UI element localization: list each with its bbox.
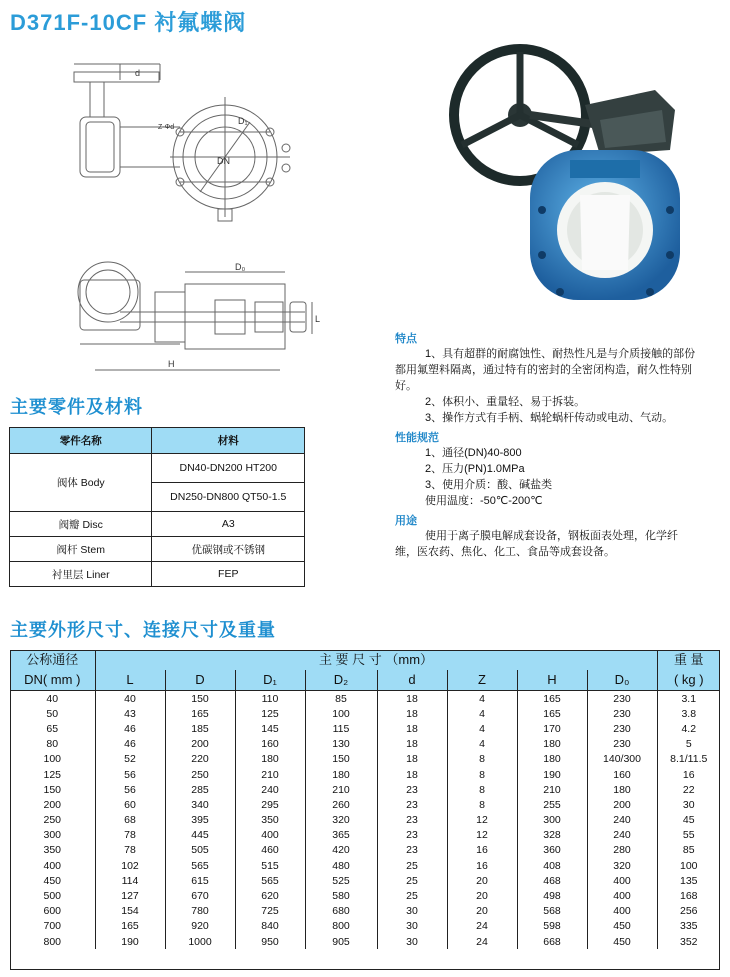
table-cell: 100 [657, 858, 720, 873]
table-cell: 525 [305, 873, 377, 888]
table-cell: 50 [46, 707, 59, 720]
page-title: D371F-10CF 衬氟蝶阀 [10, 10, 247, 35]
table-cell: 920 [165, 919, 235, 934]
table-cell: 460 [235, 843, 305, 858]
parts-row-material: 优碳钢或不锈钢 [152, 537, 305, 562]
table-cell: 180 [305, 767, 377, 782]
table-cell: 45 [657, 813, 720, 828]
table-cell: 160 [587, 767, 657, 782]
table-cell: 18 [377, 767, 447, 782]
table-cell: 165 [517, 691, 587, 707]
table-cell: 400 [235, 828, 305, 843]
table-row [10, 737, 720, 752]
parts-body-material-2: DN250-DN800 QT50-1.5 [152, 483, 305, 512]
table-cell: 210 [305, 782, 377, 797]
table-cell: 505 [165, 843, 235, 858]
table-cell: 150 [165, 691, 235, 707]
dims-table [10, 650, 720, 949]
table-cell: 905 [305, 934, 377, 949]
table-cell: 18 [377, 691, 447, 707]
specs-item: 使用温度：-50℃-200℃ [425, 495, 543, 507]
table-cell: 365 [305, 828, 377, 843]
parts-row-name: 阀杆 Stem [10, 537, 152, 562]
table-cell: 445 [165, 828, 235, 843]
dims-header-main: 主 要 尺 寸 （mm） [95, 650, 657, 670]
table-cell: 190 [517, 767, 587, 782]
table-cell: 800 [305, 919, 377, 934]
dims-col-header: D [165, 670, 235, 691]
table-cell: 320 [305, 813, 377, 828]
drawing-label-d1: D₁ [238, 116, 248, 126]
table-cell: 185 [165, 721, 235, 736]
usage-heading: 用途 [395, 515, 417, 527]
table-cell: 340 [165, 797, 235, 812]
table-cell: 300 [517, 813, 587, 828]
table-cell: 4 [447, 721, 517, 736]
table-cell: 8.1/11.5 [657, 752, 720, 767]
technical-drawing [60, 52, 345, 382]
table-cell: 352 [657, 934, 720, 949]
table-cell: 23 [377, 828, 447, 843]
table-cell: 46 [95, 721, 165, 736]
specs-item: 2、压力(PN)1.0MPa [425, 463, 525, 475]
parts-header-name: 零件名称 [10, 428, 152, 454]
specs-heading: 性能规范 [395, 432, 439, 444]
table-cell: 350 [235, 813, 305, 828]
table-cell: 840 [235, 919, 305, 934]
table-cell: 300 [43, 829, 62, 842]
table-cell: 200 [587, 797, 657, 812]
table-cell: 500 [43, 890, 62, 903]
table-cell: 25 [377, 858, 447, 873]
table-cell: 780 [165, 904, 235, 919]
table-cell: 165 [95, 919, 165, 934]
table-row [10, 888, 720, 903]
table-cell: 450 [587, 934, 657, 949]
drawing-label-d0: D₀ [235, 262, 246, 272]
table-cell: 3.1 [657, 691, 720, 707]
table-row [10, 706, 720, 721]
table-cell: 60 [95, 797, 165, 812]
table-cell: 8 [447, 782, 517, 797]
usage-item: 使用于离子膜电解成套设备，钢板面表处理，化学纤 [425, 530, 678, 542]
table-row [10, 752, 720, 767]
table-cell: 800 [43, 935, 62, 948]
drawing-label-dn: DN [217, 156, 230, 166]
table-cell: 20 [447, 873, 517, 888]
table-cell: 12 [447, 813, 517, 828]
table-cell: 40 [95, 691, 165, 707]
table-cell: 620 [235, 888, 305, 903]
table-cell: 360 [517, 843, 587, 858]
table-cell: 46 [95, 737, 165, 752]
parts-row-material: FEP [152, 562, 305, 587]
table-cell: 55 [657, 828, 720, 843]
table-cell: 56 [95, 782, 165, 797]
table-cell: 498 [517, 888, 587, 903]
table-cell: 950 [235, 934, 305, 949]
table-cell: 85 [657, 843, 720, 858]
table-row [10, 782, 720, 797]
table-cell: 400 [587, 904, 657, 919]
table-cell: 102 [95, 858, 165, 873]
parts-table [9, 427, 305, 587]
table-cell: 680 [305, 904, 377, 919]
table-cell: 150 [305, 752, 377, 767]
table-cell: 450 [587, 919, 657, 934]
table-cell: 240 [587, 828, 657, 843]
parts-row-name: 阀瓣 Disc [10, 512, 152, 537]
table-cell: 250 [43, 814, 62, 827]
table-cell: 78 [95, 828, 165, 843]
dims-header-dn: 公称通径 [10, 650, 95, 670]
table-cell: 668 [517, 934, 587, 949]
table-cell: 145 [235, 721, 305, 736]
valve-photo [440, 30, 710, 305]
table-cell: 18 [377, 706, 447, 721]
features-item: 都用氟塑料隔离，通过特有的密封的全密闭构造，耐久性特别 [395, 364, 692, 376]
dims-col-header: L [95, 670, 165, 691]
table-cell: 190 [95, 934, 165, 949]
table-cell: 24 [447, 919, 517, 934]
table-cell: 320 [587, 858, 657, 873]
table-cell: 154 [95, 904, 165, 919]
table-cell: 230 [587, 706, 657, 721]
table-cell: 125 [235, 706, 305, 721]
table-row [10, 843, 720, 858]
table-cell: 100 [305, 706, 377, 721]
table-cell: 480 [305, 858, 377, 873]
table-cell: 110 [235, 691, 305, 707]
dims-header-dn-unit: DN( mm ) [10, 670, 95, 691]
table-cell: 127 [95, 888, 165, 903]
drawing-label-d: d [135, 68, 141, 78]
table-cell: 18 [377, 737, 447, 752]
table-cell: 16 [657, 767, 720, 782]
table-cell: 408 [517, 858, 587, 873]
table-cell: 580 [305, 888, 377, 903]
table-cell: 615 [165, 873, 235, 888]
dims-header-weight: 重 量 [657, 650, 720, 670]
features-item: 2、体积小、重量轻、易于拆装。 [425, 396, 586, 408]
table-cell: 180 [517, 737, 587, 752]
drawing-label-h: H [168, 359, 175, 369]
features-item: 1、具有超群的耐腐蚀性、耐热性凡是与介质接触的部份 [425, 348, 696, 360]
table-cell: 135 [657, 873, 720, 888]
table-cell: 700 [43, 920, 62, 933]
table-cell: 280 [587, 843, 657, 858]
table-cell: 350 [43, 844, 62, 857]
dims-header-weight-unit: ( kg ) [657, 670, 720, 691]
table-cell: 165 [517, 706, 587, 721]
table-cell: 40 [46, 692, 59, 705]
table-cell: 400 [43, 859, 62, 872]
features-item: 3、操作方式有手柄、蜗轮蜗杆传动或电动、气动。 [425, 412, 674, 424]
table-row [10, 934, 720, 949]
table-cell: 12 [447, 828, 517, 843]
table-cell: 4 [447, 706, 517, 721]
drawing-label-zd: Z-Φd [158, 124, 175, 131]
table-cell: 16 [447, 858, 517, 873]
table-cell: 30 [377, 919, 447, 934]
table-cell: 4 [447, 691, 517, 707]
table-row [10, 813, 720, 828]
table-cell: 160 [235, 737, 305, 752]
table-cell: 150 [43, 783, 62, 796]
table-cell: 400 [587, 873, 657, 888]
table-cell: 220 [165, 752, 235, 767]
table-cell: 18 [377, 752, 447, 767]
table-row [10, 767, 720, 782]
table-cell: 8 [447, 767, 517, 782]
table-cell: 16 [447, 843, 517, 858]
table-cell: 256 [657, 904, 720, 919]
features-block [395, 330, 725, 560]
features-heading: 特点 [395, 333, 417, 345]
dims-section-title: 主要外形尺寸、连接尺寸及重量 [10, 620, 276, 640]
table-cell: 1000 [165, 934, 235, 949]
parts-header-material: 材料 [152, 428, 305, 454]
table-cell: 210 [517, 782, 587, 797]
table-row [10, 904, 720, 919]
table-row [10, 797, 720, 812]
table-cell: 568 [517, 904, 587, 919]
table-cell: 240 [587, 813, 657, 828]
table-cell: 23 [377, 843, 447, 858]
table-cell: 115 [305, 721, 377, 736]
dims-table-body [10, 691, 720, 950]
table-cell: 24 [447, 934, 517, 949]
table-cell: 230 [587, 737, 657, 752]
parts-section-title: 主要零件及材料 [10, 397, 143, 417]
table-cell: 395 [165, 813, 235, 828]
table-cell: 515 [235, 858, 305, 873]
table-cell: 170 [517, 721, 587, 736]
table-cell: 5 [657, 737, 720, 752]
table-cell: 295 [235, 797, 305, 812]
table-cell: 468 [517, 873, 587, 888]
table-cell: 598 [517, 919, 587, 934]
table-cell: 328 [517, 828, 587, 843]
table-cell: 250 [165, 767, 235, 782]
table-cell: 23 [377, 797, 447, 812]
table-row [10, 873, 720, 888]
table-cell: 420 [305, 843, 377, 858]
features-item: 好。 [395, 380, 417, 392]
table-cell: 565 [165, 858, 235, 873]
table-cell: 43 [95, 706, 165, 721]
table-cell: 20 [447, 888, 517, 903]
table-cell: 23 [377, 782, 447, 797]
table-cell: 80 [46, 738, 59, 751]
table-cell: 285 [165, 782, 235, 797]
table-cell: 180 [587, 782, 657, 797]
table-cell: 200 [165, 737, 235, 752]
table-cell: 450 [43, 874, 62, 887]
dims-col-header: D₁ [235, 670, 305, 691]
table-cell: 25 [377, 888, 447, 903]
table-cell: 200 [43, 798, 62, 811]
table-row [10, 858, 720, 873]
parts-body-name: 阀体 Body [10, 454, 152, 512]
table-cell: 25 [377, 873, 447, 888]
table-cell: 125 [43, 768, 62, 781]
specs-item: 1、通径(DN)40-800 [425, 447, 522, 459]
table-cell: 230 [587, 691, 657, 707]
table-cell: 670 [165, 888, 235, 903]
table-row [10, 691, 720, 707]
table-row [10, 828, 720, 843]
table-cell: 56 [95, 767, 165, 782]
table-row [10, 919, 720, 934]
table-cell: 4 [447, 737, 517, 752]
specs-item: 3、使用介质：酸、碱盐类 [425, 479, 553, 491]
drawing-label-l: L [315, 314, 321, 324]
dims-col-header: D₀ [587, 670, 657, 691]
dims-col-header: d [377, 670, 447, 691]
table-cell: 78 [95, 843, 165, 858]
table-cell: 4.2 [657, 721, 720, 736]
table-cell: 180 [235, 752, 305, 767]
parts-body-material-1: DN40-DN200 HT200 [152, 454, 305, 483]
table-cell: 565 [235, 873, 305, 888]
table-cell: 114 [95, 873, 165, 888]
table-cell: 18 [377, 721, 447, 736]
table-cell: 168 [657, 888, 720, 903]
table-cell: 65 [46, 722, 59, 735]
table-cell: 400 [587, 888, 657, 903]
table-cell: 23 [377, 813, 447, 828]
table-cell: 165 [165, 706, 235, 721]
table-cell: 68 [95, 813, 165, 828]
usage-item: 维，医农药、焦化、化工、食品等成套设备。 [395, 546, 615, 558]
table-cell: 230 [587, 721, 657, 736]
table-cell: 260 [305, 797, 377, 812]
table-row [10, 721, 720, 736]
table-cell: 30 [657, 797, 720, 812]
table-cell: 85 [305, 691, 377, 707]
table-cell: 30 [377, 934, 447, 949]
table-cell: 255 [517, 797, 587, 812]
dims-col-header: H [517, 670, 587, 691]
table-cell: 130 [305, 737, 377, 752]
table-cell: 600 [43, 905, 62, 918]
parts-row-name: 衬里层 Liner [10, 562, 152, 587]
table-cell: 140/300 [587, 752, 657, 767]
table-cell: 725 [235, 904, 305, 919]
dims-col-header: D₂ [305, 670, 377, 691]
table-cell: 22 [657, 782, 720, 797]
table-cell: 210 [235, 767, 305, 782]
parts-row-material: A3 [152, 512, 305, 537]
table-cell: 335 [657, 919, 720, 934]
table-cell: 30 [377, 904, 447, 919]
table-cell: 240 [235, 782, 305, 797]
table-cell: 100 [43, 753, 62, 766]
table-cell: 3.8 [657, 706, 720, 721]
table-cell: 52 [95, 752, 165, 767]
table-cell: 8 [447, 797, 517, 812]
table-cell: 20 [447, 904, 517, 919]
table-cell: 8 [447, 752, 517, 767]
table-cell: 180 [517, 752, 587, 767]
dims-col-header: Z [447, 670, 517, 691]
